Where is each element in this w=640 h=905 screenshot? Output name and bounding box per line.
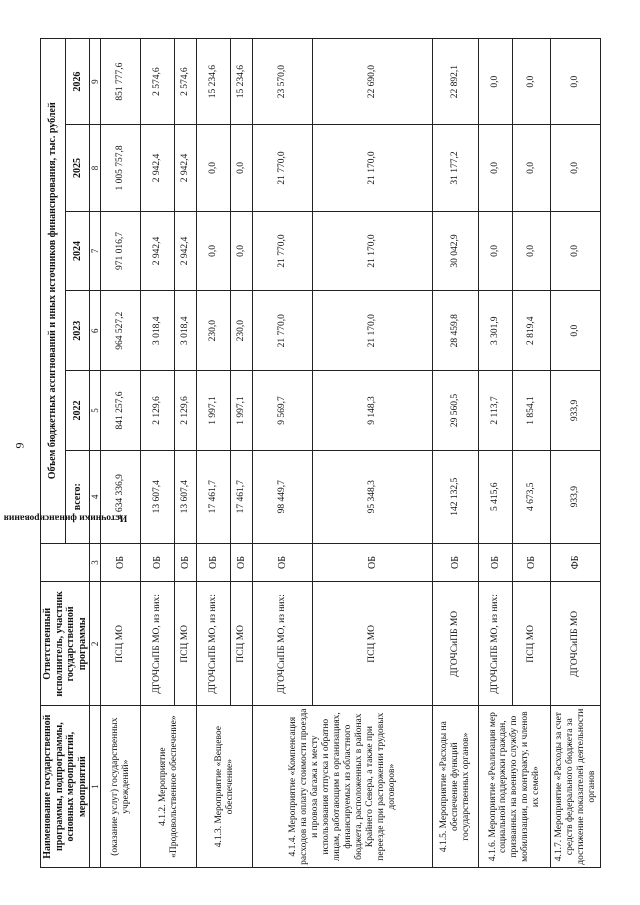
row-executor: ПСЦ МО: [231, 582, 253, 706]
row-2026: 851 777,6: [101, 39, 141, 125]
row-2024: 30 042,9: [433, 211, 479, 291]
row-2025: 31 177,2: [433, 125, 479, 211]
row-2022: 2 113,7: [479, 371, 513, 451]
row-executor: ДГОЧСиПБ МО, из них:: [197, 582, 231, 706]
table-row: [433, 39, 479, 868]
row-2022: 1 997,1: [231, 371, 253, 451]
row-source: ОБ: [479, 543, 513, 582]
column-index: 8: [90, 125, 101, 211]
row-total: 17 461,7: [231, 450, 253, 543]
row-total: 17 461,7: [197, 450, 231, 543]
row-2024: 0,0: [231, 211, 253, 291]
row-total: 4 634 336,9: [101, 450, 141, 543]
row-2022: 29 560,5: [433, 371, 479, 451]
column-index: 7: [90, 211, 101, 291]
row-2024: 971 016,7: [101, 211, 141, 291]
row-2023: 3 301,9: [479, 291, 513, 371]
row-source: ОБ: [197, 543, 231, 582]
row-executor: ПСЦ МО: [175, 582, 197, 706]
row-2022: 841 257,6: [101, 371, 141, 451]
row-2025: 0,0: [197, 125, 231, 211]
row-2022: 2 129,6: [141, 371, 175, 451]
row-total: 4 673,5: [513, 450, 551, 543]
row-2023: 230,0: [231, 291, 253, 371]
row-name: 4.1.2. Мероприятие «Продовольственное обеспечение»: [141, 706, 197, 868]
row-name: 4.1.7. Мероприятие «Расходы за счет средств федерального бюджета за достижение показателей деятельности органов: [551, 706, 601, 868]
header-name: Наименование государственной программы, подпрограммы, основных мероприятий, мероприятий: [41, 706, 90, 868]
row-total: 95 348,3: [313, 450, 433, 543]
row-2023: 21 170,0: [313, 291, 433, 371]
row-source: ОБ: [253, 543, 313, 582]
row-executor: ПСЦ МО: [313, 582, 433, 706]
row-executor: ДГОЧСиПБ МО, из них:: [479, 582, 513, 706]
column-index: 2: [90, 582, 101, 706]
row-executor: ДГОЧСиПБ МО, из них:: [141, 582, 175, 706]
row-2026: 22 690,0: [313, 39, 433, 125]
row-2023: 3 018,4: [175, 291, 197, 371]
row-executor: ПСЦ МО: [513, 582, 551, 706]
row-2023: 964 527,2: [101, 291, 141, 371]
rotated-page-content: [3, 38, 597, 868]
row-executor: ПСЦ МО: [101, 582, 141, 706]
row-name: 4.1.6. Мероприятие «Реализация мер социальной поддержки граждан, призванных на военную службу по мобилизации, по контракту, и членов их семей»: [479, 706, 551, 868]
row-2026: 0,0: [513, 39, 551, 125]
row-2024: 0,0: [479, 211, 513, 291]
row-2025: 2 942,4: [141, 125, 175, 211]
header-row-1: [41, 39, 66, 868]
row-2026: 0,0: [479, 39, 513, 125]
row-source: ОБ: [101, 543, 141, 582]
row-2024: 21 170,0: [313, 211, 433, 291]
column-index: 1: [90, 706, 101, 868]
row-2025: 0,0: [479, 125, 513, 211]
header-year-2022: 2022: [65, 371, 90, 451]
table-row: [101, 39, 141, 868]
column-index: 4: [90, 450, 101, 543]
row-2025: 1 005 757,8: [101, 125, 141, 211]
column-index: 5: [90, 371, 101, 451]
row-2026: 2 574,6: [175, 39, 197, 125]
header-year-2025: 2025: [65, 125, 90, 211]
row-total: 98 449,7: [253, 450, 313, 543]
page-number: 9: [12, 442, 27, 449]
header-year-2024: 2024: [65, 211, 90, 291]
header-year-2026: 2026: [65, 39, 90, 125]
row-total: 13 607,4: [175, 450, 197, 543]
row-2022: 9 148,3: [313, 371, 433, 451]
row-2023: 230,0: [197, 291, 231, 371]
row-source: ОБ: [141, 543, 175, 582]
row-2024: 21 770,0: [253, 211, 313, 291]
row-name: (оказание услуг) государственных учреждений»: [101, 706, 141, 868]
row-2023: 3 018,4: [141, 291, 175, 371]
row-total: 5 415,6: [479, 450, 513, 543]
row-2022: 933,9: [551, 371, 601, 451]
budget-table: [3, 38, 601, 868]
row-2026: 0,0: [551, 39, 601, 125]
row-2025: 21 170,0: [313, 125, 433, 211]
row-2026: 2 574,6: [141, 39, 175, 125]
row-2023: 0,0: [551, 291, 601, 371]
row-total: 13 607,4: [141, 450, 175, 543]
table-row: [197, 39, 231, 868]
row-2025: 21 770,0: [253, 125, 313, 211]
column-index: 6: [90, 291, 101, 371]
row-source: ОБ: [313, 543, 433, 582]
table-row: [479, 39, 513, 868]
table-row: [551, 39, 601, 868]
row-executor: ДГОЧСиПБ МО, из них:: [253, 582, 313, 706]
header-executor: Ответственный исполнитель, участник государственной программы: [41, 582, 90, 706]
row-2025: 2 942,4: [175, 125, 197, 211]
row-2024: 0,0: [551, 211, 601, 291]
row-2025: 0,0: [231, 125, 253, 211]
row-source: ОБ: [433, 543, 479, 582]
row-source: ОБ: [175, 543, 197, 582]
row-2026: 15 234,6: [231, 39, 253, 125]
row-2023: 21 770,0: [253, 291, 313, 371]
row-2024: 0,0: [513, 211, 551, 291]
column-index: 3: [90, 543, 101, 582]
row-executor: ДГОЧСиПБ МО: [433, 582, 479, 706]
row-total: 142 132,5: [433, 450, 479, 543]
row-source: ОБ: [231, 543, 253, 582]
header-total: всего:: [65, 450, 90, 543]
row-source: ОБ: [513, 543, 551, 582]
row-2024: 2 942,4: [175, 211, 197, 291]
row-total: 933,9: [551, 450, 601, 543]
row-2022: 1 997,1: [197, 371, 231, 451]
row-2026: 15 234,6: [197, 39, 231, 125]
row-2023: 28 459,8: [433, 291, 479, 371]
row-2023: 2 819,4: [513, 291, 551, 371]
row-2024: 0,0: [197, 211, 231, 291]
row-2026: 22 892,1: [433, 39, 479, 125]
row-name: 4.1.3. Мероприятие «Вещевое обеспечение»: [197, 706, 253, 868]
table-row: [141, 39, 175, 868]
row-2025: 0,0: [551, 125, 601, 211]
column-index-row: [90, 39, 101, 868]
header-source-text: Источники финансирования: [3, 513, 128, 524]
row-2022: 1 854,1: [513, 371, 551, 451]
row-2025: 0,0: [513, 125, 551, 211]
header-year-2023: 2023: [65, 291, 90, 371]
table-row: [253, 39, 313, 868]
row-source: ФБ: [551, 543, 601, 582]
header-volume: Объем бюджетных ассигнований и иных источников финансирования, тыс. рублей: [41, 39, 66, 544]
row-2026: 23 570,0: [253, 39, 313, 125]
row-2024: 2 942,4: [141, 211, 175, 291]
row-name: 4.1.5. Мероприятие «Расходы на обеспечение функций государственных органов»: [433, 706, 479, 868]
row-executor: ДГОЧСиПБ МО: [551, 582, 601, 706]
row-2022: 2 129,6: [175, 371, 197, 451]
row-name: 4.1.4. Мероприятие «Компенсация расходов на оплату стоимости проезда и провоза багажа к месту использования отпуска и обратно лицам, работающим в организациях, финансируемых из областного бюджета, расположенных в районах Крайнего Севера, а также при переезде при расторжении трудовых договоров»: [253, 706, 433, 868]
row-2022: 9 569,7: [253, 371, 313, 451]
column-index: 9: [90, 39, 101, 125]
